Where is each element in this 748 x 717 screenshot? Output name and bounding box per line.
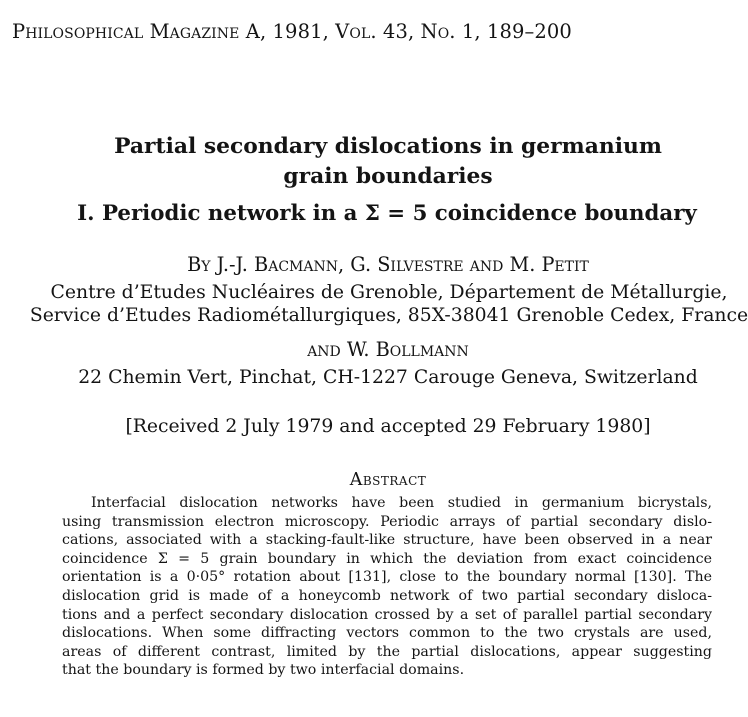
affiliation-line-2: Service d’Etudes Radiométallurgiques, 85X-38041 Grenoble Cedex, France bbox=[29, 305, 748, 326]
abstract-line: Interfacial dislocation networks have been studied in germanium bicrystals, bbox=[91, 495, 712, 511]
abstract-line: that the boundary is formed by two interfacial domains. bbox=[62, 662, 465, 679]
abstract-line: using transmission electron microscopy. Periodic arrays of partial secondary dislo- bbox=[62, 513, 712, 530]
title-line-3: I. Periodic network in a Σ = 5 coincidence boundary bbox=[77, 201, 697, 226]
abstract-line: dislocations. When some diffracting vectors common to the two crystals are used, bbox=[62, 625, 712, 642]
running-head: Philosophical Magazine A, 1981, Vol. 43, No. 1, 189–200 bbox=[12, 20, 572, 43]
abstract-heading: Abstract bbox=[349, 470, 427, 490]
title-line-2: grain boundaries bbox=[283, 164, 493, 189]
abstract-line: cations, associated with a stacking-fault-like structure, have been observed in a near bbox=[62, 532, 712, 549]
second-author: and W. Bollmann bbox=[307, 338, 469, 361]
authors: By J.-J. Bacmann, G. Silvestre and M. Petit bbox=[187, 253, 589, 276]
affiliation-line-1: Centre d’Etudes Nucléaires de Grenoble, Département de Métallurgie, bbox=[50, 282, 728, 303]
abstract-body bbox=[62, 494, 712, 680]
title-line-1: Partial secondary dislocations in germanium bbox=[114, 134, 662, 159]
abstract-line: orientation is a 0·05° rotation about [131], close to the boundary normal [130]. The bbox=[62, 569, 712, 586]
abstract-line: tions and a perfect secondary dislocation crossed by a set of parallel partial secondary bbox=[62, 606, 712, 623]
received-dates: [Received 2 July 1979 and accepted 29 February 1980] bbox=[125, 416, 651, 437]
abstract-line: dislocation grid is made of a honeycomb network of two partial secondary disloca- bbox=[62, 587, 712, 604]
abstract-line: coincidence Σ = 5 grain boundary in which the deviation from exact coincidence bbox=[62, 550, 712, 567]
second-affiliation: 22 Chemin Vert, Pinchat, CH-1227 Carouge Geneva, Switzerland bbox=[78, 367, 698, 388]
abstract-line: areas of different contrast, limited by the partial dislocations, appear suggesting bbox=[62, 643, 712, 660]
